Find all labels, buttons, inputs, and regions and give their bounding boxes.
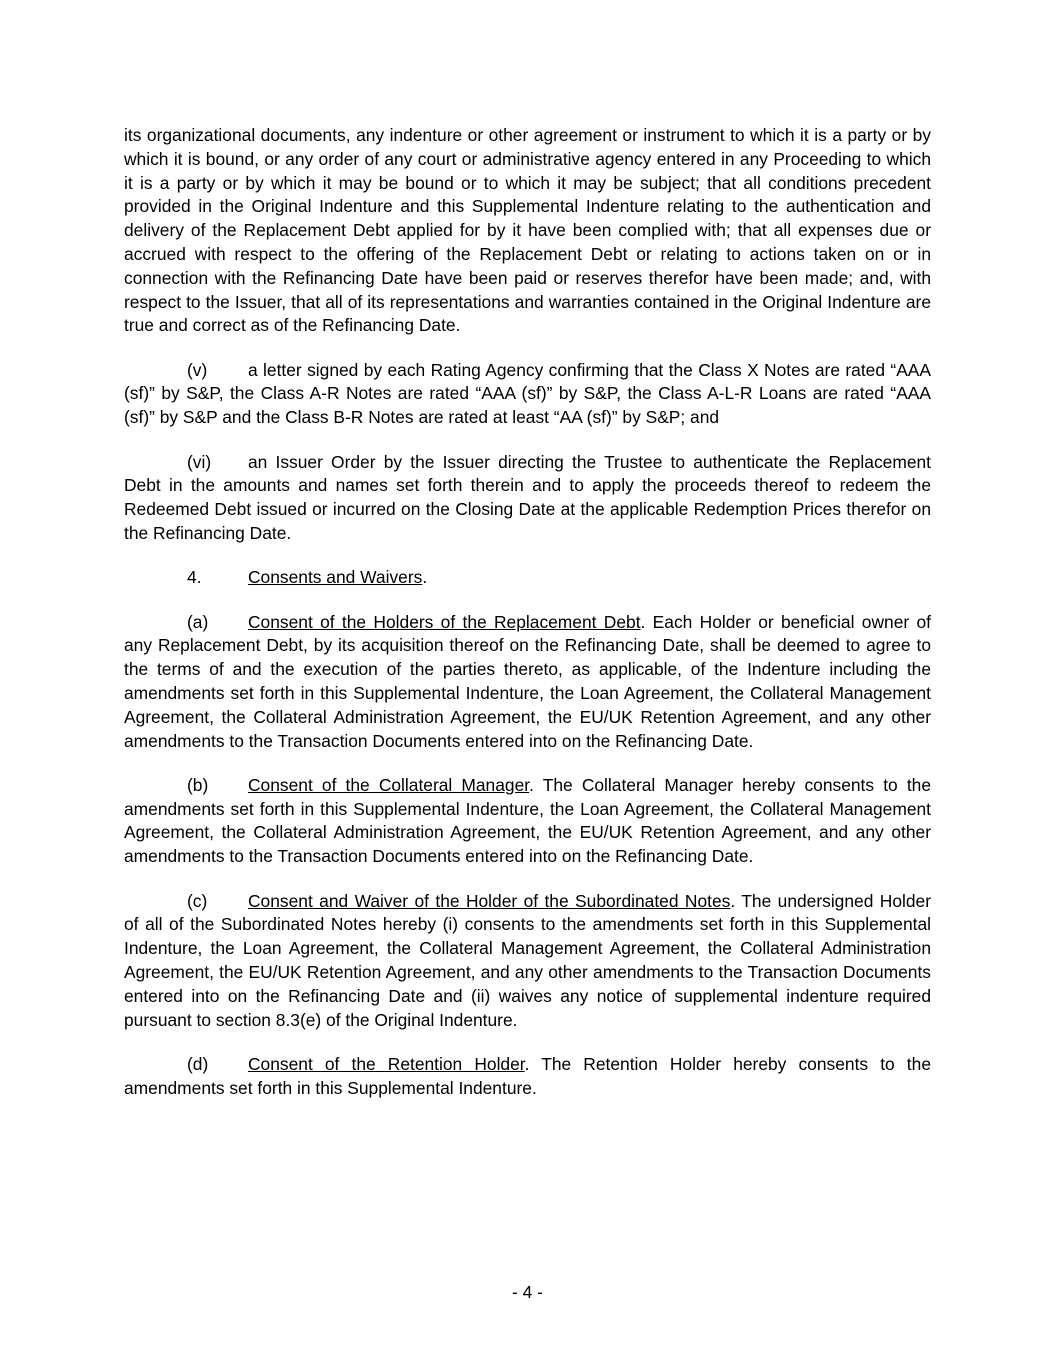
- item-text-v: a letter signed by each Rating Agency confirming that the Class X Notes are rated “AAA (sf)” by S&P, the Class A-R Notes are rated “AAA (sf)” by S&P, the Class A-L-R Loans are rated “AAA (sf)” by S&P and the Class B-R Notes are rated at least “AA (sf)” by S&P; and: [124, 359, 931, 428]
- item-label-vi: (vi): [187, 451, 212, 472]
- item-text-c: . The undersigned Holder of all of the Subordinated Notes hereby (i) consents to the amendments set forth in this Supplemental Indenture, the Loan Agreement, the Collateral Management Agreement, the Collateral Administration Agreement, the EU/UK Retention Agreement, and any other amendments to the Transaction Documents entered into on the Refinancing Date and (ii) waives any notice of supplemental indenture required pursuant to section 8.3(e) of the Original Indenture.: [124, 890, 932, 1030]
- item-label-b: (b): [187, 774, 209, 795]
- item-text-vi: an Issuer Order by the Issuer directing the Trustee to authenticate the Replacement Debt in the amounts and names set forth therein and to apply the proceeds thereof to redeem the Redeemed Debt issued or incurred on the Closing Date at the applicable Redemption Prices therefor on the Refinancing Date.: [124, 451, 931, 543]
- list-item-b: [124, 774, 931, 869]
- item-text-d: . The Retention Holder hereby consents to the amendments set forth in this Supplemental Indenture.: [124, 1053, 931, 1098]
- item-heading-c: Consent and Waiver of the Holder of the Subordinated Notes: [248, 890, 731, 911]
- page-number: - 4 -: [512, 1282, 543, 1302]
- item-label-d: (d): [187, 1053, 209, 1074]
- item-heading-b: Consent of the Collateral Manager: [248, 774, 530, 795]
- section-heading-4: [124, 566, 931, 590]
- list-item-c: [124, 890, 931, 1033]
- section-title-end-4: .: [422, 567, 428, 588]
- item-label-c: (c): [187, 890, 208, 911]
- list-item-d: [124, 1053, 931, 1101]
- section-title-4: Consents and Waivers: [248, 567, 423, 588]
- document-body: [124, 124, 931, 1121]
- item-text-b: . The Collateral Manager hereby consents to the amendments set forth in this Supplemental Indenture, the Loan Agreement, the Collateral Management Agreement, the Collateral Administration Agreement, the EU/UK Retention Agreement, and any other amendments to the Transaction Documents entered into on the Refinancing Date.: [124, 774, 931, 867]
- item-heading-a: Consent of the Holders of the Replacement Debt: [248, 611, 641, 632]
- section-number-4: 4.: [187, 567, 202, 588]
- item-label-v: (v): [187, 359, 208, 380]
- item-text-a: . Each Holder or beneficial owner of any Replacement Debt, by its acquisition thereof on the Refinancing Date, shall be deemed to agree to the terms of and the execution of the parties thereto, as applicable, of the Indenture including the amendments set forth in this Supplemental Indenture, the Loan Agreement, the Collateral Management Agreement, the Collateral Administration Agreement, the EU/UK Retention Agreement, and any other amendments to the Transaction Documents entered into on the Refinancing Date.: [124, 611, 931, 751]
- item-label-a: (a): [187, 611, 209, 632]
- paragraph-continued: its organizational documents, any indenture or other agreement or instrument to which it is a party or by which it is bound, or any order of any court or administrative agency entered in any Proceeding to which it is a party or by which it may be bound or to which it may be subject; that all conditions precedent provided in the Original Indenture and this Supplemental Indenture relating to the authentication and delivery of the Replacement Debt applied for by it have been complied with; that all expenses due or accrued with respect to the offering of the Replacement Debt or relating to actions taken on or in connection with the Refinancing Date have been paid or reserves therefor have been made; and, with respect to the Issuer, that all of its representations and warranties contained in the Original Indenture are true and correct as of the Refinancing Date.: [124, 125, 931, 336]
- item-heading-d: Consent of the Retention Holder: [248, 1053, 525, 1074]
- list-item-a: [124, 611, 931, 754]
- list-item-vi: [124, 451, 931, 546]
- list-item-v: [124, 359, 931, 430]
